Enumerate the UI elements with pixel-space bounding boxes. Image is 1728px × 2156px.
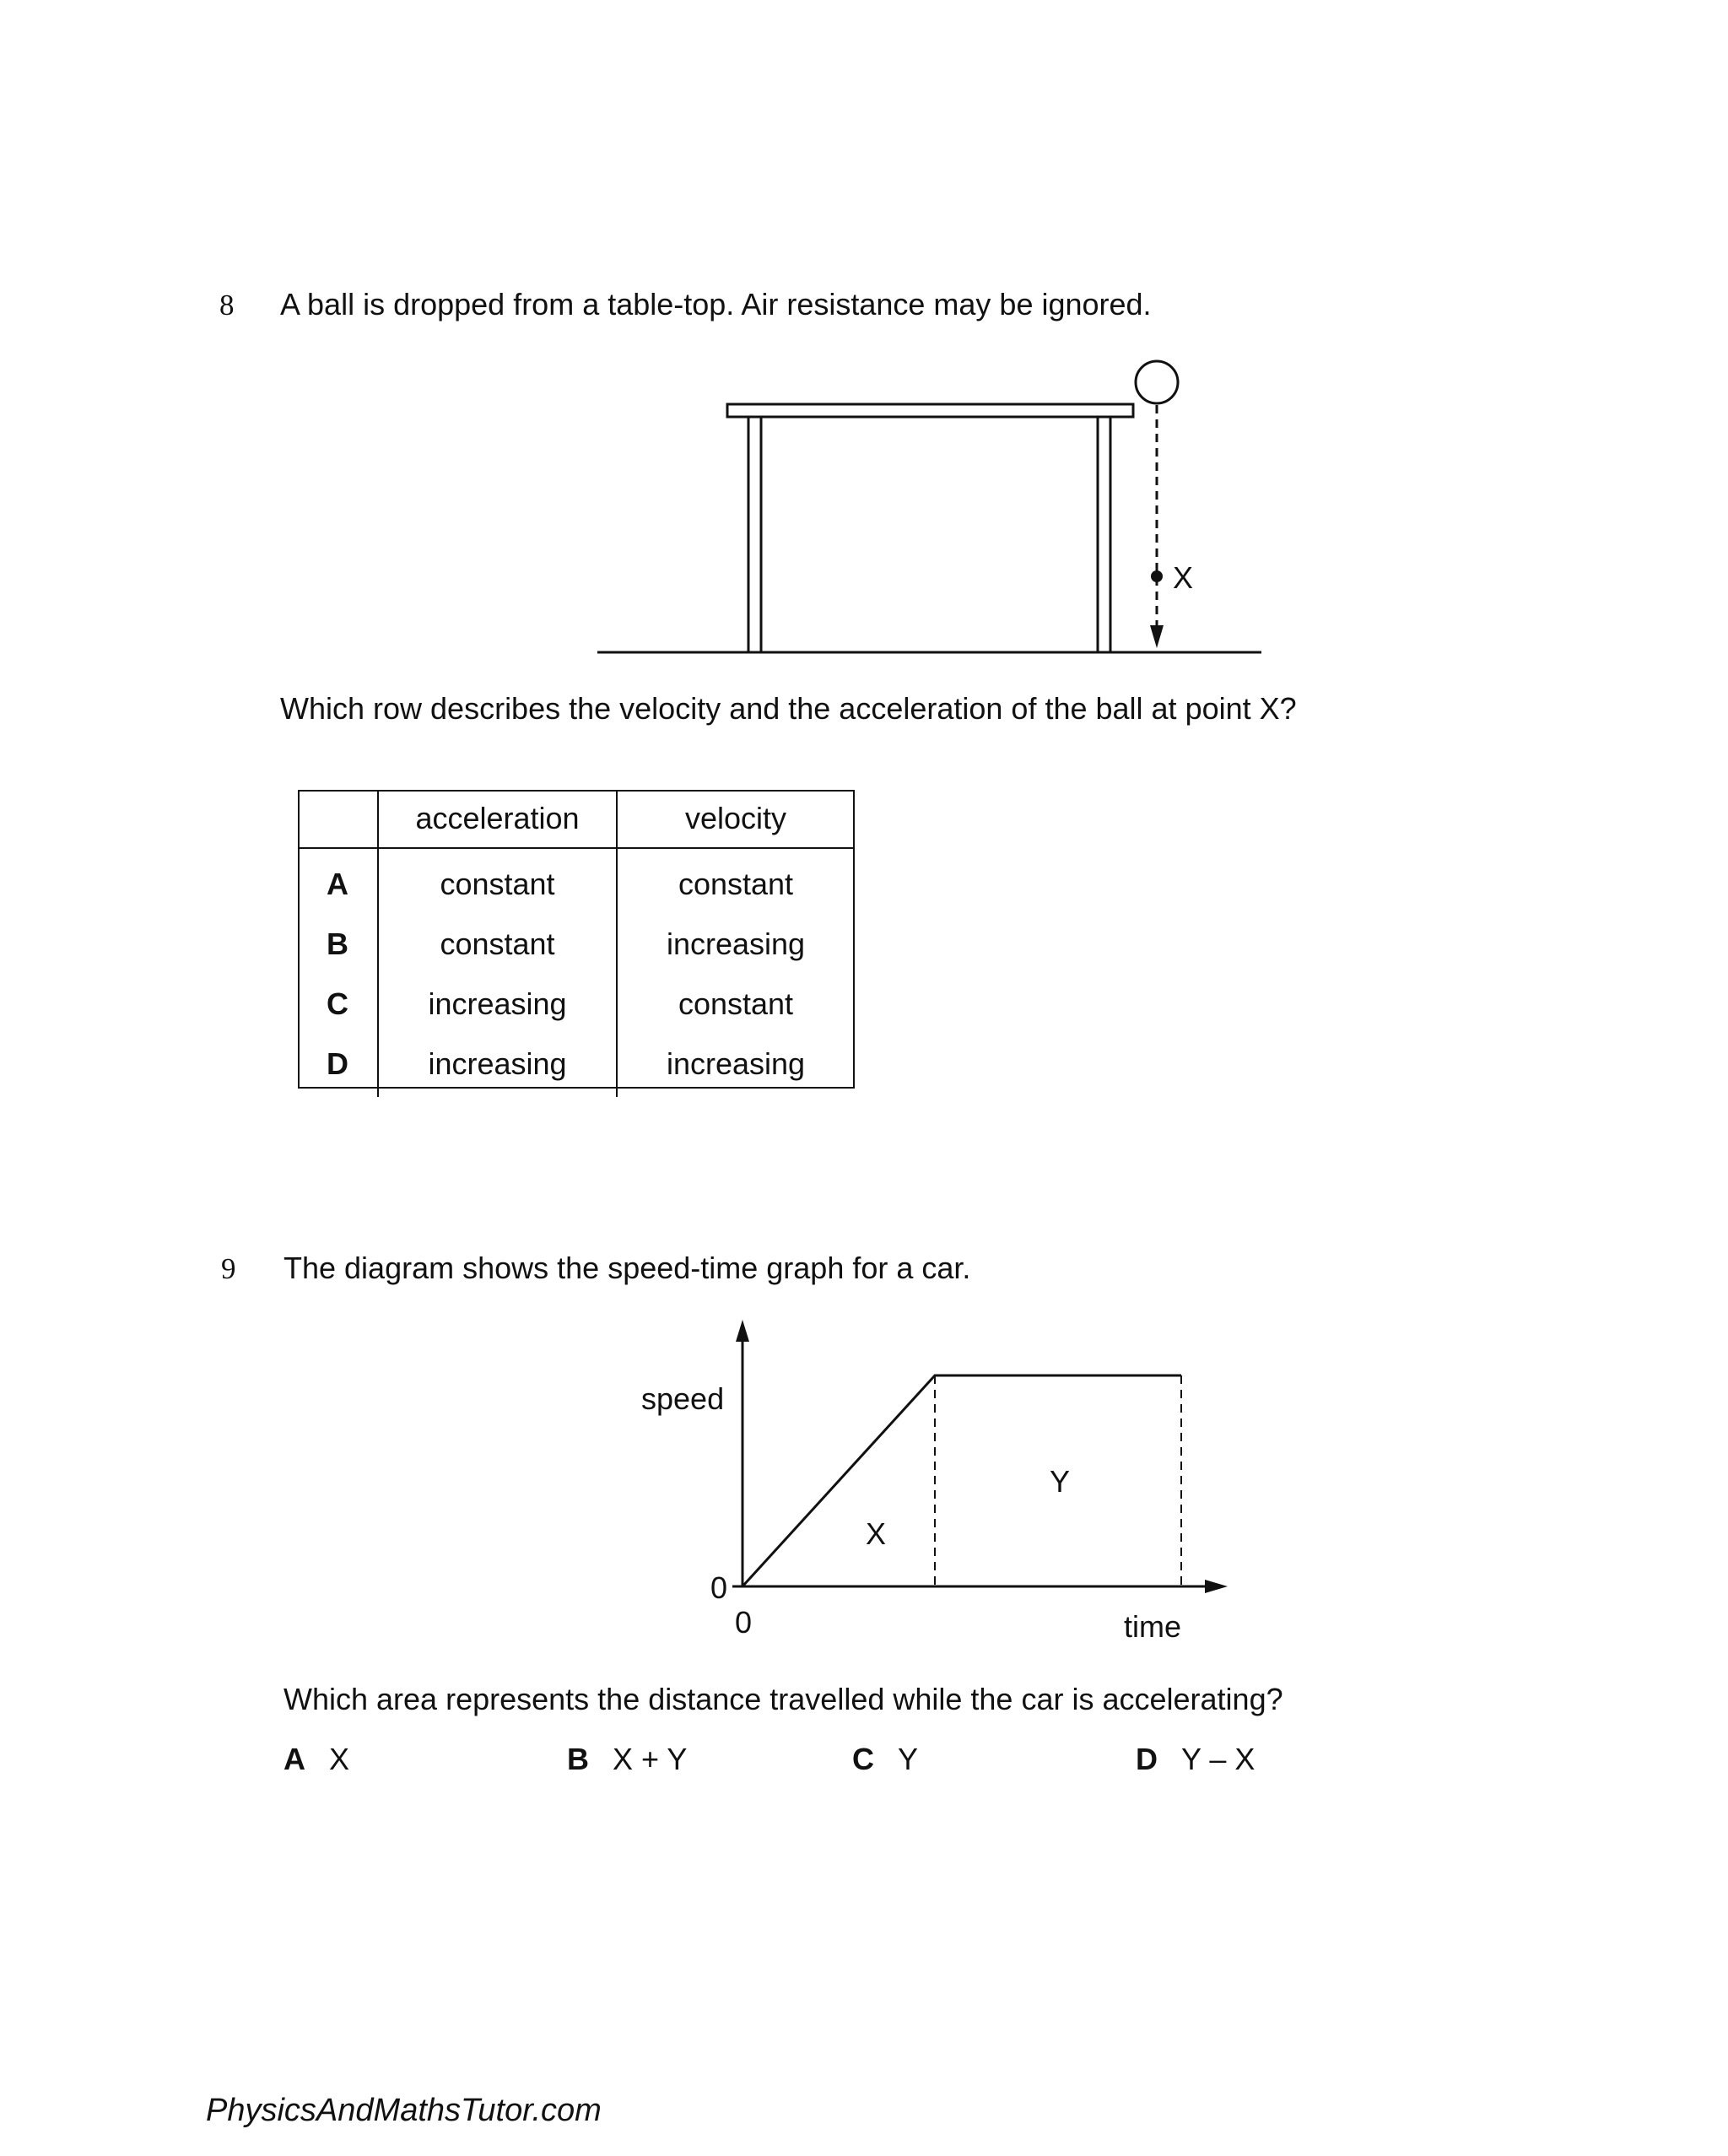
- row-option-letter: D: [298, 1034, 378, 1097]
- row-acceleration: constant: [378, 848, 617, 914]
- row-acceleration: increasing: [378, 974, 617, 1034]
- options-table: [298, 790, 854, 1097]
- answer-letter: D: [1136, 1742, 1158, 1776]
- row-velocity: increasing: [666, 1046, 806, 1081]
- table-leg-left: [748, 417, 761, 652]
- question-9-prompt: The diagram shows the speed-time graph for a car.: [284, 1251, 971, 1285]
- y-origin-label: 0: [710, 1570, 728, 1605]
- question-8-question: Which row describes the velocity and the acceleration of the ball at point X?: [280, 691, 1297, 726]
- row-option-letter: A: [298, 848, 378, 914]
- table-row: [298, 914, 854, 974]
- point-x-marker: [1151, 570, 1163, 582]
- ball: [1136, 361, 1178, 403]
- question-8-number: 8: [219, 289, 235, 322]
- answer-text: Y – X: [1181, 1742, 1256, 1776]
- table-header-acceleration: acceleration: [378, 790, 617, 848]
- speed-line: [742, 1375, 1181, 1586]
- question-9-number: 9: [221, 1252, 236, 1285]
- answer-option-a: [284, 1742, 349, 1777]
- y-axis-label: speed: [641, 1381, 725, 1416]
- row-velocity: constant: [678, 866, 794, 901]
- table-leg-right: [1098, 417, 1110, 652]
- row-option-letter: C: [298, 974, 378, 1034]
- row-acceleration: constant: [378, 914, 617, 974]
- row-option-letter: B: [298, 914, 378, 974]
- answer-option-c: [852, 1742, 918, 1777]
- question-9-question: Which area represents the distance travelled while the car is accelerating?: [284, 1682, 1283, 1716]
- fall-arrowhead: [1150, 625, 1164, 648]
- table-ball-diagram: [591, 354, 1282, 667]
- x-axis-arrowhead: [1205, 1580, 1228, 1593]
- footer-watermark: PhysicsAndMathsTutor.com: [206, 2093, 602, 2128]
- answer-option-d: [1136, 1742, 1255, 1777]
- row-acceleration: increasing: [378, 1034, 617, 1097]
- table-header-row: [298, 790, 854, 848]
- table-top: [727, 404, 1133, 417]
- table-header-blank: [298, 790, 378, 848]
- region-x-label: X: [866, 1516, 887, 1551]
- answer-letter: C: [852, 1742, 874, 1776]
- answer-text: X + Y: [613, 1742, 688, 1776]
- answer-letter: B: [567, 1742, 589, 1776]
- table-row: [298, 1034, 854, 1097]
- table-row: [298, 848, 854, 914]
- point-x-label: X: [1173, 560, 1194, 595]
- table-header-velocity: velocity: [617, 790, 854, 848]
- row-velocity: increasing: [666, 926, 806, 961]
- speed-time-graph: [624, 1316, 1249, 1654]
- region-y-label: Y: [1050, 1464, 1071, 1499]
- x-axis-label: time: [1124, 1609, 1182, 1644]
- x-origin-label: 0: [735, 1605, 753, 1640]
- question-8-prompt: A ball is dropped from a table-top. Air resistance may be ignored.: [280, 287, 1152, 322]
- answer-text: X: [329, 1742, 350, 1776]
- answer-option-b: [567, 1742, 687, 1777]
- y-axis-arrowhead: [736, 1320, 749, 1342]
- row-velocity: constant: [678, 986, 794, 1021]
- answer-letter: A: [284, 1742, 305, 1776]
- table-row: [298, 974, 854, 1034]
- answer-text: Y: [898, 1742, 919, 1776]
